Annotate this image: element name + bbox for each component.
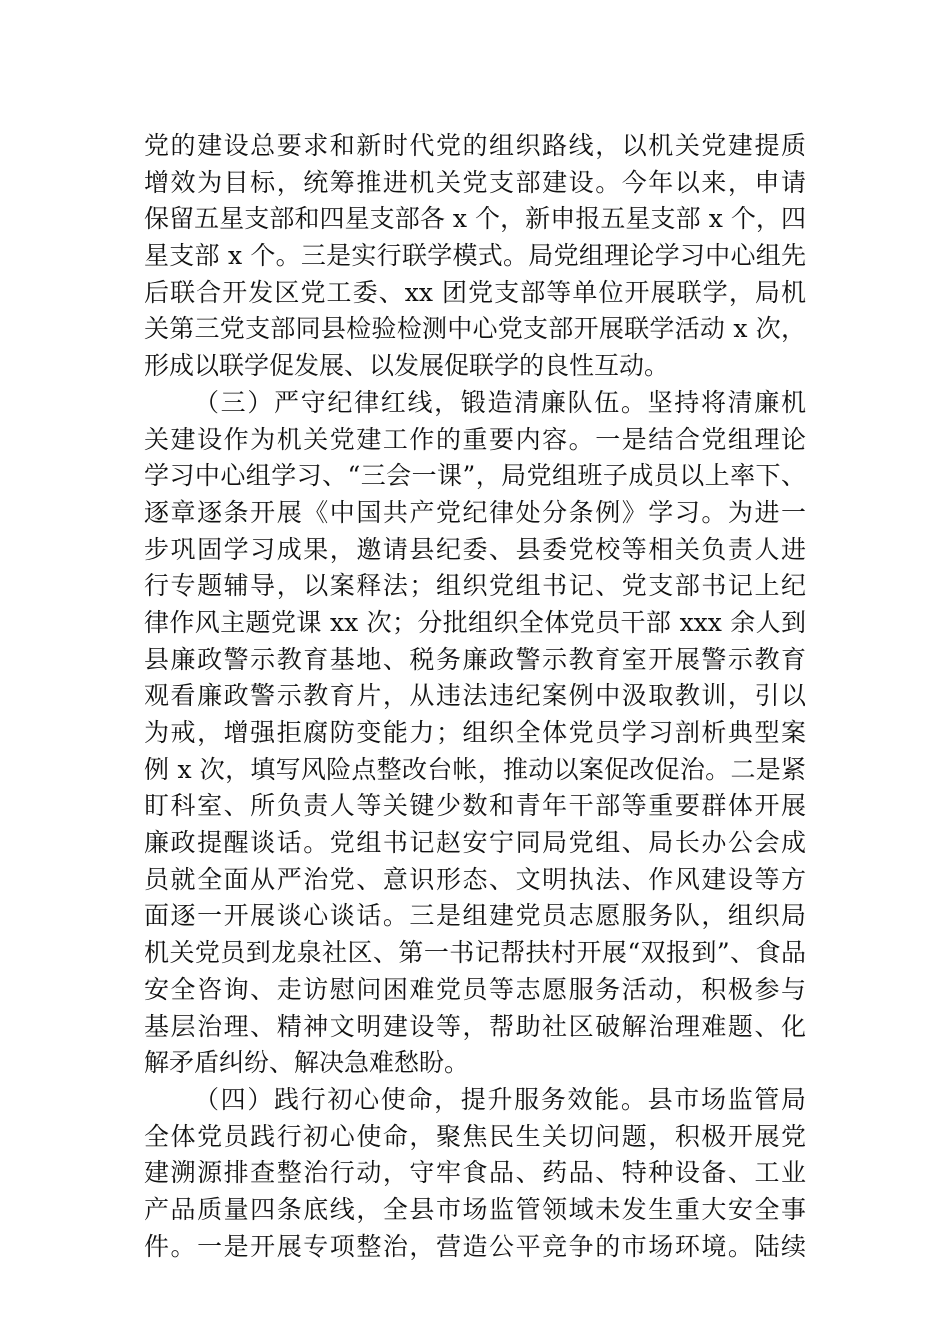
body-text — [144, 128, 806, 1265]
text-line: 关建设作为机关党建工作的重要内容。一是结合党组理论 — [144, 424, 806, 454]
text-line: 县廉政警示教育基地、税务廉政警示教育室开展警示教育 — [144, 644, 806, 674]
text-line: 律作风主题党课 xx 次；分批组织全体党员干部 xxx 余人到 — [144, 607, 806, 637]
text-line: 星支部 x 个。三是实行联学模式。局党组理论学习中心组先 — [144, 241, 806, 271]
text-line: 关第三党支部同县检验检测中心党支部开展联学活动 x 次， — [144, 314, 806, 344]
text-line: 为戒，增强拒腐防变能力；组织全体党员学习剖析典型案 — [144, 718, 806, 747]
text-line: 党的建设总要求和新时代党的组织路线，以机关党建提质 — [144, 131, 806, 160]
text-line: 面逐一开展谈心谈话。三是组建党员志愿服务队，组织局 — [144, 901, 806, 931]
text-line: 员就全面从严治党、意识形态、文明执法、作风建设等方 — [144, 864, 806, 894]
text-line: 廉政提醒谈话。党组书记赵安宁同局党组、局长办公会成 — [144, 828, 806, 858]
text-line: 基层治理、精神文明建设等，帮助社区破解治理难题、化 — [144, 1011, 806, 1041]
text-line: 全体党员践行初心使命，聚焦民生关切问题，积极开展党 — [144, 1121, 806, 1151]
text-line: 件。一是开展专项整治，营造公平竞争的市场环境。陆续 — [144, 1231, 806, 1261]
text-line: 例 x 次，填写风险点整改台帐，推动以案促改促治。二是紧 — [144, 754, 806, 784]
text-line: 学习中心组学习、“三会一课”，局党组班子成员以上率下、 — [144, 461, 806, 491]
text-line: 观看廉政警示教育片，从违法违纪案例中汲取教训，引以 — [144, 681, 806, 711]
text-line: 解矛盾纠纷、解决急难愁盼。 — [144, 1048, 470, 1078]
section-heading-line: （四）践行初心使命，提升服务效能。县市场监管局 — [194, 1084, 806, 1114]
section-heading-line: （三）严守纪律红线，锻造清廉队伍。坚持将清廉机 — [194, 387, 806, 417]
text-line: 增效为目标，统筹推进机关党支部建设。今年以来，申请 — [144, 167, 806, 197]
text-line: 建溯源排查整治行动，守牢食品、药品、特种设备、工业 — [144, 1158, 806, 1188]
text-line: 逐章逐条开展《中国共产党纪律处分条例》学习。为进一 — [144, 497, 806, 527]
text-line: 行专题辅导，以案释法；组织党组书记、党支部书记上纪 — [144, 571, 806, 601]
text-line: 安全咨询、走访慰问困难党员等志愿服务活动，积极参与 — [144, 974, 806, 1004]
text-line: 盯科室、所负责人等关键少数和青年干部等重要群体开展 — [144, 791, 806, 821]
text-line: 后联合开发区党工委、xx 团党支部等单位开展联学，局机 — [144, 277, 806, 307]
text-line: 步巩固学习成果，邀请县纪委、县委党校等相关负责人进 — [144, 534, 806, 564]
text-line: 形成以联学促发展、以发展促联学的良性互动。 — [144, 351, 670, 381]
text-line: 保留五星支部和四星支部各 x 个，新申报五星支部 x 个，四 — [144, 204, 806, 234]
text-line: 产品质量四条底线，全县市场监管领域未发生重大安全事 — [144, 1194, 806, 1224]
text-line: 机关党员到龙泉社区、第一书记帮扶村开展“双报到”、食品 — [144, 938, 806, 968]
